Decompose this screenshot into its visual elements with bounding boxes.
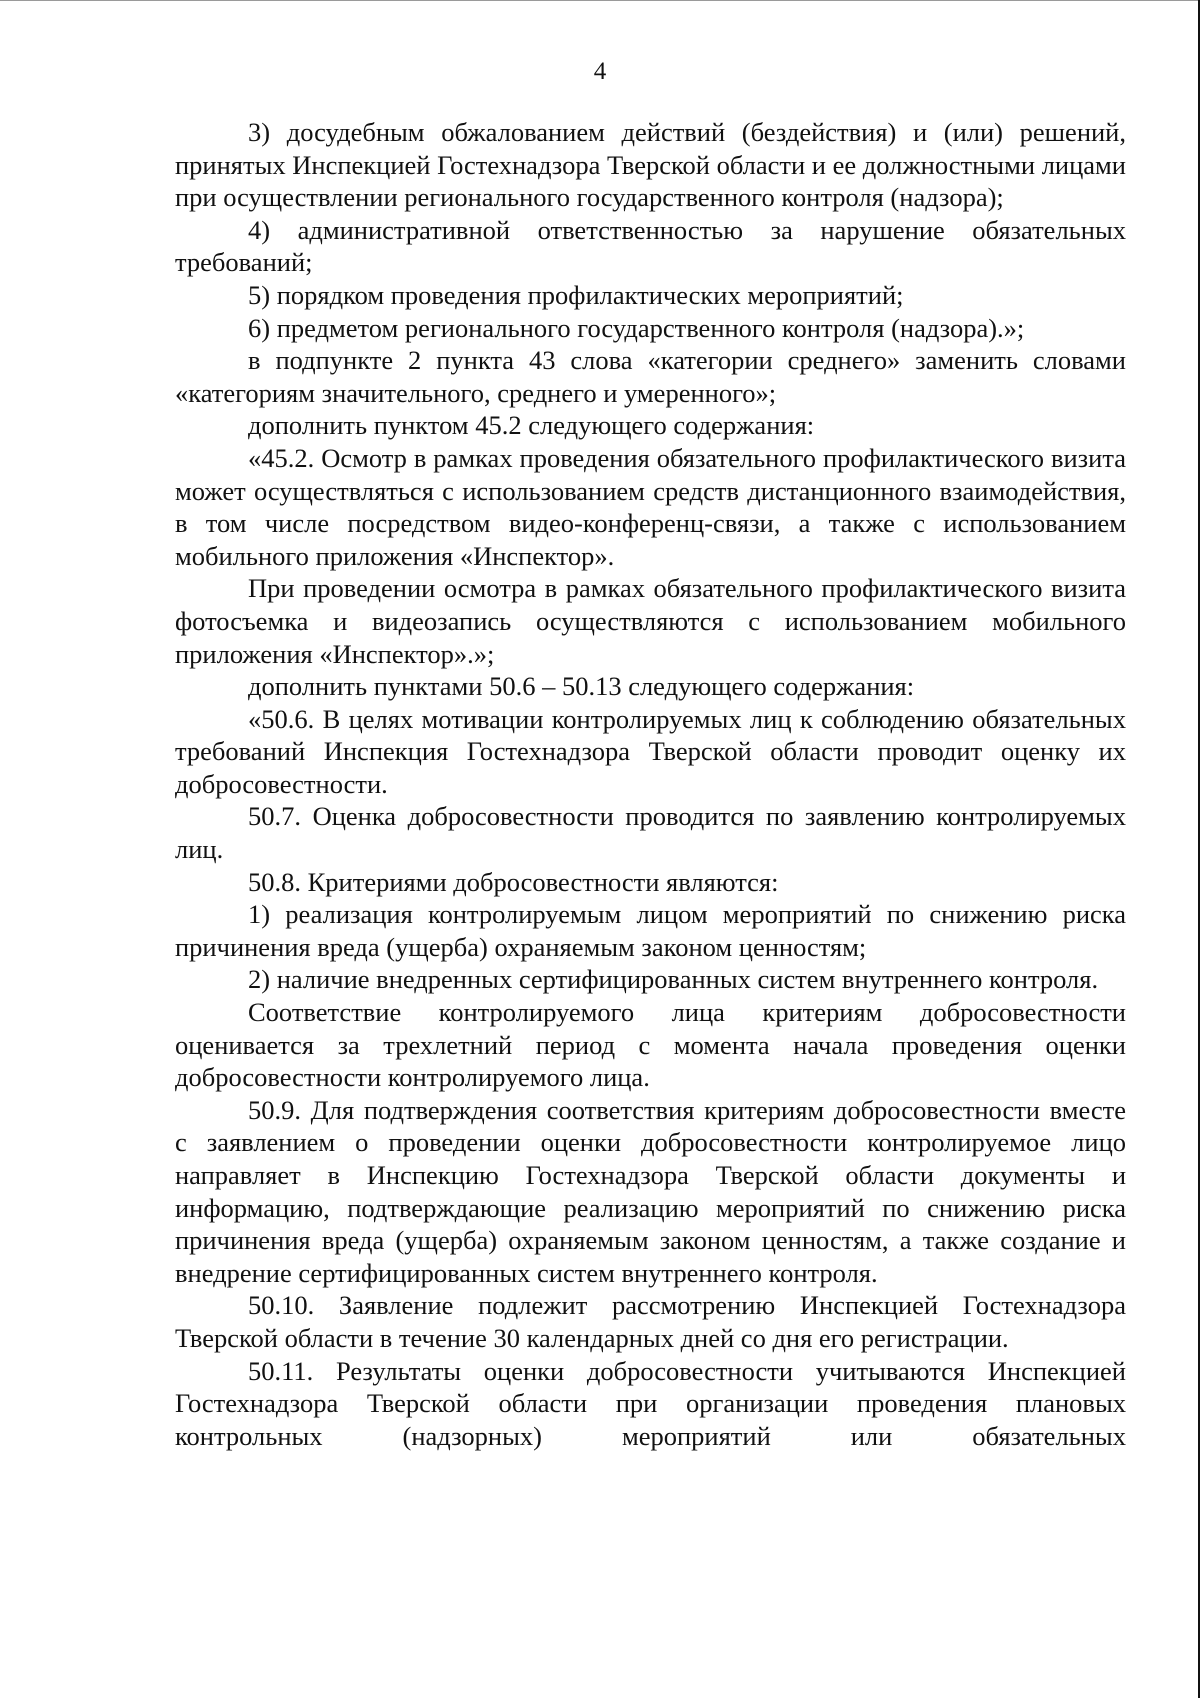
paragraph-item-6: 6) предметом регионального государственного контроля (надзора).»; [248,312,1025,343]
paragraph-50-8: 50.8. Критериями добросовестности являются: [248,866,779,897]
paragraph-item-3: 3) досудебным обжалованием действий (бездействия) и (или) решений, принятых Инспекцией Гостехнадзора Тверской области и ее должностными лицами при осуществлении регионального государственного контроля (надзора); [175,117,1126,213]
paragraph-amendment-43: в подпункте 2 пункта 43 слова «категории среднего» заменить словами «категориям значительного, среднего и умеренного»; [175,345,1126,408]
paragraph-50-8-criterion-1: 1) реализация контролируемым лицом мероприятий по снижению риска причинения вреда (ущерба) охраняемым законом ценностям; [175,899,1126,962]
paragraph-50-6: «50.6. В целях мотивации контролируемых лиц к соблюдению обязательных требований Инспекция Гостехнадзора Тверской области проводит оценку их добросовестности. [175,703,1126,799]
scan-top-edge [0,0,1200,1]
paragraph-45-2-photo: При проведении осмотра в рамках обязательного профилактического визита фотосъемка и видеозапись осуществляются с использованием мобильного приложения «Инспектор».»; [175,573,1126,669]
paragraph-50-8-period: Соответствие контролируемого лица критериям добросовестности оценивается за трехлетний период с момента начала проведения оценки добросовестности контролируемого лица. [175,997,1126,1093]
paragraph-50-8-criterion-2: 2) наличие внедренных сертифицированных систем внутреннего контроля. [248,964,1099,995]
paragraph-50-7: 50.7. Оценка добросовестности проводится по заявлению контролируемых лиц. [175,801,1126,865]
paragraph-50-10: 50.10. Заявление подлежит рассмотрению Инспекцией Гостехнадзора Тверской области в течение 30 календарных дней со дня его регистрации. [175,1290,1126,1353]
page-number: 4 [593,58,607,85]
paragraph-50-11: 50.11. Результаты оценки добросовестности учитываются Инспекцией Гостехнадзора Тверской области при организации проведения плановых контрольных (надзорных) мероприятий или обязательных [175,1355,1126,1451]
paragraph-item-5: 5) порядком проведения профилактических мероприятий; [248,279,904,310]
paragraph-add-45-2: дополнить пунктом 45.2 следующего содержания: [248,410,815,441]
paragraph-50-9: 50.9. Для подтверждения соответствия критериям добросовестности вместе с заявлением о проведении оценки добросовестности контролируемое лицо направляет в Инспекцию Гостехнадзора Тверской области документы и информацию, подтверждающие реализацию мероприятий по снижению риска причинения вреда (ущерба) охраняемым законом ценностям, а также создание и внедрение сертифицированных систем внутреннего контроля. [175,1094,1126,1288]
paragraph-45-2: «45.2. Осмотр в рамках проведения обязательного профилактического визита может осуществляться с использованием средств дистанционного взаимодействия, в том числе посредством видео-конференц-связи, а также с использованием мобильного приложения «Инспектор». [175,442,1126,571]
document-body [175,116,1126,1452]
paragraph-add-50-6-50-13: дополнить пунктами 50.6 – 50.13 следующего содержания: [248,671,915,702]
paragraph-item-4: 4) административной ответственностью за нарушение обязательных требований; [175,214,1126,278]
